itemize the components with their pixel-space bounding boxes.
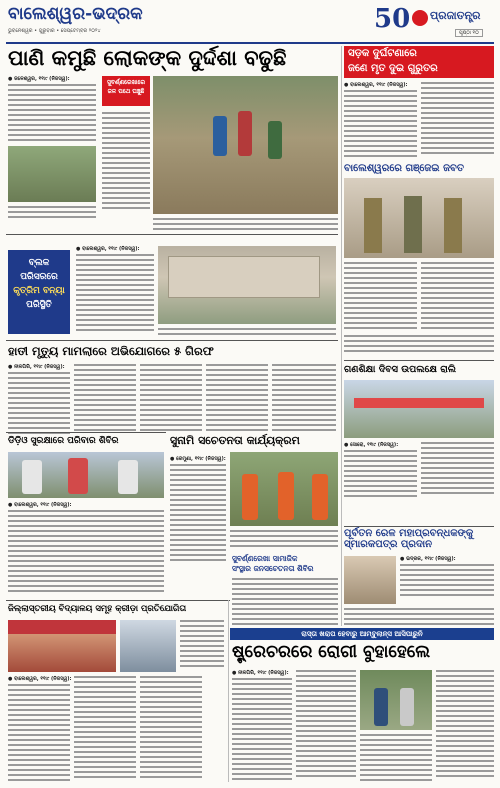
- main-story-text-2: [8, 206, 96, 221]
- stretcher-dateline: ● ନୀଳଗିରି, ୧୧ା୯ (ନିଜସ୍ୱ):: [232, 670, 289, 676]
- photo-memorandum: [344, 556, 396, 604]
- stretcher-banner: [230, 628, 494, 640]
- photo-flood-village: [8, 146, 96, 202]
- photo-tsunami-drill: [230, 452, 338, 526]
- masthead-dateline: ଭୁବନେଶ୍ୱର • ଗୁରୁବାର • ସେପ୍ଟେମ୍ବର ୨୦୨୪: [8, 28, 101, 34]
- photo-caption-flood: [153, 218, 338, 233]
- elephant-headline: ହାତୀ ମୃତ୍ୟୁ ମାମଲାରେ ଅଭିଯୋଗରେ ୫ ଗିରଫ: [8, 344, 214, 358]
- tsunami-story-text: [170, 464, 226, 564]
- ngo-headline-line1: ସୁବର୍ଣ୍ଣରେଖା ସାମାଜିକ: [232, 554, 298, 563]
- accident-story-text-2: [421, 82, 494, 157]
- block-label-line4: ପରିସ୍ଥିତି: [26, 300, 52, 310]
- anniversary-logo: [374, 4, 410, 38]
- photo-sports: [8, 620, 116, 672]
- elephant-story-col5: [272, 364, 336, 434]
- tsunami-headline: ସୁନାମି ସଚେତନତା କାର୍ଯ୍ୟକ୍ରମ: [170, 434, 300, 447]
- section-title: ବାଲେଶ୍ୱର-ଭଦ୍ରକ: [8, 4, 143, 24]
- main-headline: ପାଣି କମୁଛି ଲୋକଙ୍କ ଦୁର୍ଦ୍ଦଶା ବଢୁଛି: [8, 46, 287, 70]
- accident-headline-line1: ସଡ଼କ ଦୁର୍ଘଟଣାରେ: [348, 48, 417, 59]
- sports-headline: ଜିଲ୍ଲାସ୍ତରୀୟ ବିଦ୍ୟାଳୟ ସମୂହ କ୍ରୀଡ଼ା ପ୍ରତିଯୋଗିତା: [8, 604, 187, 614]
- block-dateline: ● ବାଲେଶ୍ୱର, ୧୧ା୯ (ନିଜସ୍ୱ):: [76, 246, 140, 252]
- photo-flood-people: [153, 76, 338, 214]
- block-flood-label: [8, 250, 70, 334]
- sports-story-col3: [140, 676, 202, 781]
- photo-rally: [344, 380, 494, 438]
- elephant-story-col3: [140, 364, 202, 434]
- accident-headline: [344, 46, 494, 78]
- photo-sports-2: [120, 620, 176, 672]
- purba-headline-line1: ପୂର୍ବତନ ରେଳ ମହାପ୍ରବନ୍ଧକଙ୍କୁ: [344, 528, 474, 539]
- main-story-text-3: [102, 112, 150, 212]
- elephant-story-col1: [8, 372, 70, 437]
- block-story-text: [76, 254, 154, 334]
- accident-headline-line2: ଜଣେ ମୃତ ଦୁଇ ଗୁରୁତର: [348, 63, 438, 74]
- photo-stretcher: [360, 670, 432, 730]
- stretcher-story-col2: [296, 670, 356, 780]
- stretcher-headline: ଷ୍ଟ୍ରେଚରରେ ରୋଗୀ ବୁହାହେଲେ: [232, 642, 431, 662]
- rally-dateline: ● ସୋରୋ, ୧୧ା୯ (ନିଜସ୍ୱ):: [344, 442, 399, 448]
- sports-story-col2: [74, 676, 136, 781]
- ganja-story-text: [344, 262, 417, 332]
- sports-story-col1: [8, 684, 70, 784]
- ngo-story-text: [232, 578, 338, 633]
- photo-police-seizure: [344, 178, 494, 258]
- accident-story-text: [344, 90, 417, 160]
- purba-headline-line2: ସ୍ମାରକପତ୍ର ପ୍ରଦାନ: [344, 539, 433, 550]
- ganja-story-text-2: [421, 262, 494, 332]
- camp-dateline: ● ବାଲେଶ୍ୱର, ୧୧ା୯ (ନିଜସ୍ୱ):: [8, 502, 72, 508]
- ngo-headline-block: [232, 554, 338, 574]
- anniversary-number: 50: [374, 4, 411, 34]
- tsunami-story-text-2: [230, 530, 338, 550]
- block-label-line3: କୃତ୍ରିମ ବନ୍ୟା: [13, 286, 65, 296]
- block-label-line2: ପରିସରରେ: [20, 272, 58, 282]
- brand-name: ପ୍ରଜାତନ୍ତ୍ର: [430, 9, 481, 22]
- tsunami-dateline: ● ରେମୁଣା, ୧୧ା୯ (ନିଜସ୍ୱ):: [170, 456, 226, 462]
- rally-story-text: [344, 450, 417, 500]
- rally-headline: ଗଣଶିକ୍ଷା ଦିବସ ଉପଲକ୍ଷେ ରାଲି: [344, 364, 457, 375]
- main-subheadline: ସୁବର୍ଣ୍ଣରେଖାରେ ଜଳ ପଥେ ଘଞ୍ଚୁଛି: [102, 76, 150, 106]
- sports-story-col4: [180, 620, 224, 670]
- elephant-story-col4: [206, 364, 268, 434]
- purba-dateline: ● ଭଦ୍ରକ, ୧୧ା୯ (ନିଜସ୍ୱ):: [400, 556, 456, 562]
- page-number: ପୃଷ୍ଠା ୧୦: [455, 29, 483, 37]
- photo-camp: [8, 452, 164, 498]
- sports-dateline: ● ବାଲେଶ୍ୱର, ୧୧ା୯ (ନିଜସ୍ୱ):: [8, 676, 72, 682]
- photo-block-office-flood: [158, 246, 336, 324]
- elephant-dateline: ● ନୀଳଗିରି, ୧୧ା୯ (ନିଜସ୍ୱ):: [8, 364, 65, 370]
- elephant-story-col2: [74, 364, 136, 434]
- middle-right-story-text: [344, 335, 494, 355]
- masthead-rule: [6, 42, 494, 44]
- stretcher-story-col4: [360, 734, 432, 784]
- stretcher-banner-text: ରାସ୍ତା ଖରାପ ହେବାରୁ ଆମ୍ବୁଲାନ୍ସ ଆସିପାରୁନି: [301, 630, 423, 638]
- main-dateline: ● ଜଳେଶ୍ୱର, ୧୧ା୯ (ନିଜସ୍ୱ):: [8, 76, 70, 82]
- block-label-line1: ବ୍ଲକ: [28, 258, 50, 268]
- ganja-headline: ବାଲେଶ୍ୱରରେ ଗଞ୍ଜେଇ ଜବତ: [344, 163, 464, 174]
- ngo-headline-line2: ସଂସ୍ଥାର ଜନସଚେତନତା ଶିବିର: [232, 564, 314, 573]
- stretcher-story-col3: [436, 670, 494, 780]
- camp-headline: ଡିଡ଼ିଓ ସୁରକ୍ଷାରେ ପରିବାର ଶିବିର: [8, 436, 119, 446]
- accident-dateline: ● ବାଲେଶ୍ୱର, ୧୧ା୯ (ନିଜସ୍ୱ):: [344, 82, 408, 88]
- main-story-text: [8, 84, 96, 144]
- brand-logo-icon: [412, 10, 428, 26]
- rally-story-text-2: [421, 442, 494, 497]
- purba-headline-block: [344, 528, 494, 550]
- masthead: [0, 0, 500, 42]
- block-photo-caption: [158, 328, 336, 338]
- stretcher-story-col1: [232, 678, 292, 783]
- camp-story-text: [8, 510, 164, 595]
- purba-story-text: [400, 564, 494, 599]
